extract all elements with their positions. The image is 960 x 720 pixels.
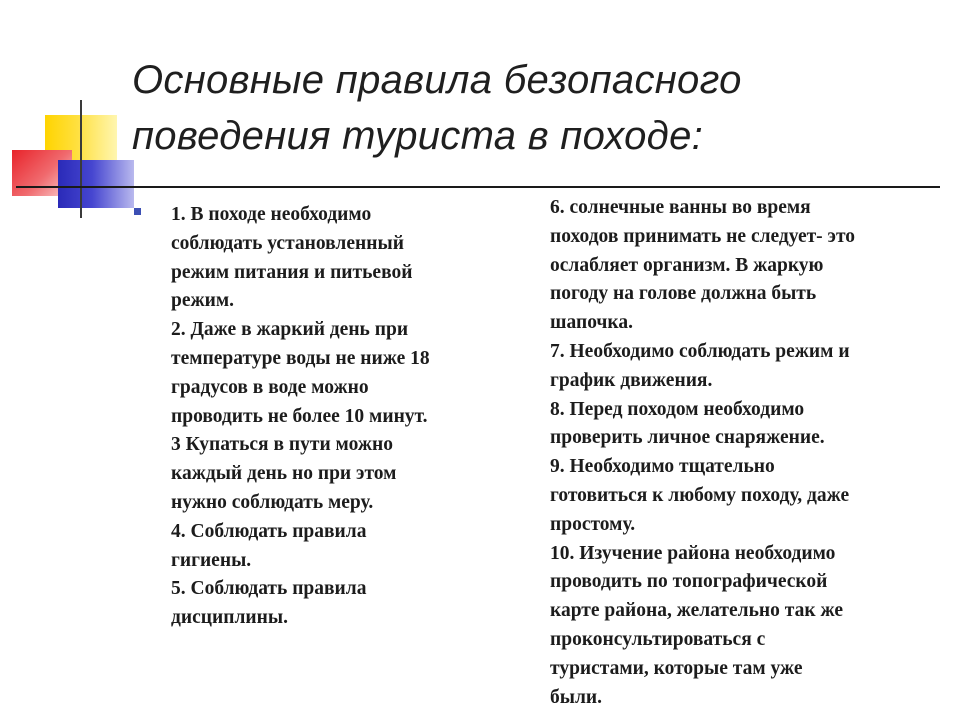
- rules-column-right: 6. солнечные ванны во время походов принимать не следует- это ослабляет организм. В жаркую погоду на голове должна быть шапочка. 7. Необходимо соблюдать режим и график движения. 8. Перед походом необходимо проверить личное снаряжение. 9. Необходимо тщательно готовиться к любому походу, даже простому. 10. Изучение района необходимо проводить по топографической карте района, желательно так же проконсультироваться с туристами, которые там уже были.: [550, 197, 856, 708]
- vertical-line-decoration: [80, 100, 82, 218]
- blue-square-decoration: [58, 160, 134, 208]
- bullet-marker: [134, 208, 141, 215]
- rules-column-left: 1. В походе необходимо соблюдать установленный режим питания и питьевой режим. 2. Даже в жаркий день при температуре воды не ниже 18 градусов в воде можно проводить не более 10 минут. 3 Купаться в пути можно каждый день но при этом нужно соблюдать меру. 4. Соблюдать правила гигиены. 5. Соблюдать правила дисциплины.: [171, 204, 430, 629]
- slide-title: Основные правила безопасного поведения туриста в походе:: [132, 58, 742, 158]
- horizontal-rule: [16, 186, 940, 188]
